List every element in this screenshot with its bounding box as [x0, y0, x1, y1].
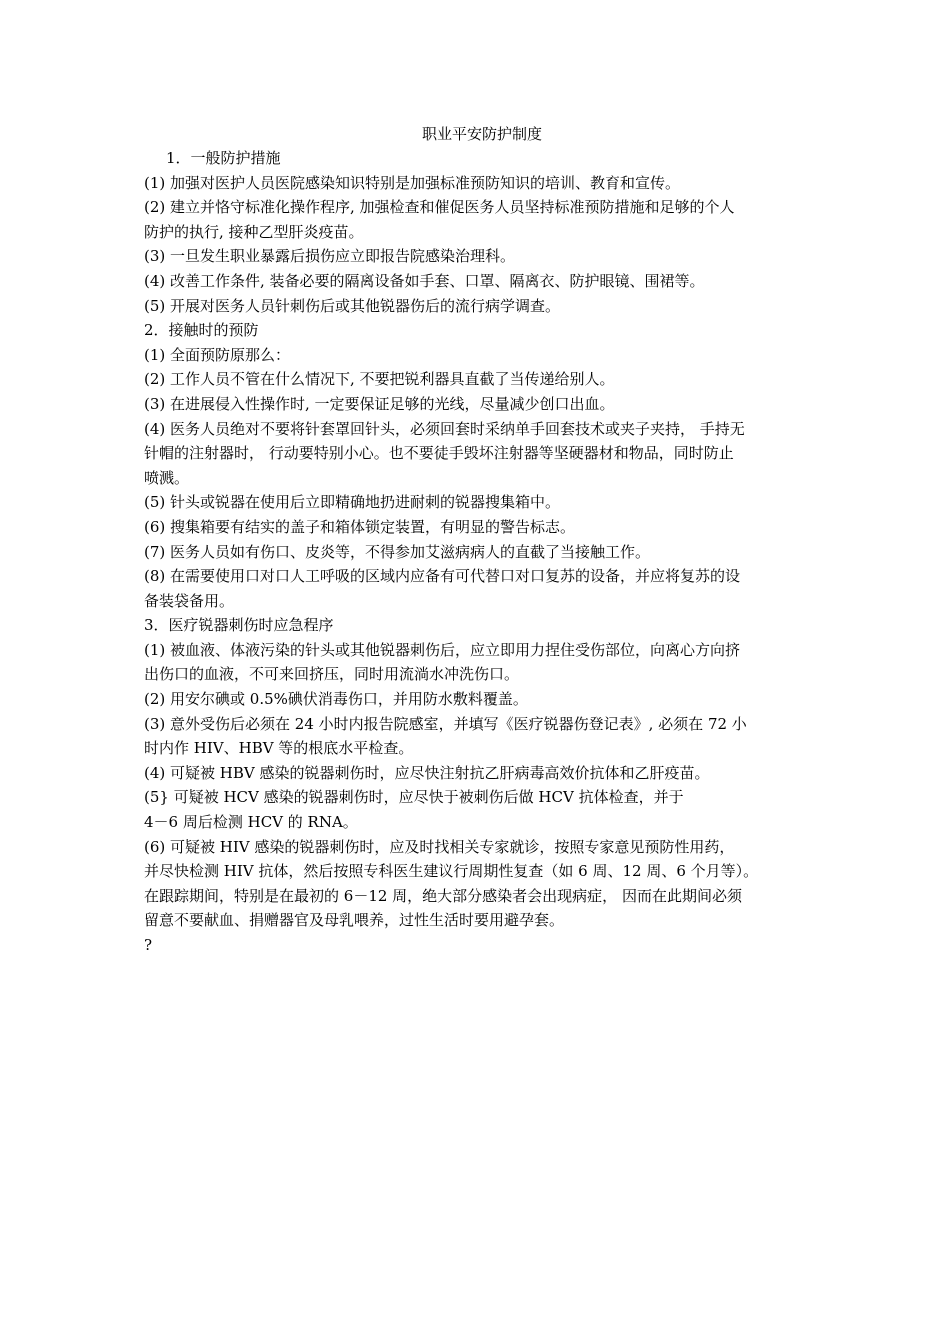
- paragraph-line: (5) 开展对医务人员针刺伤后或其他锐器伤后的流行病学调查。: [144, 296, 561, 315]
- paragraph-line: (1) 被血液、体液污染的针头或其他锐器刺伤后，应立即用力捏住受伤部位，向离心方向挤: [144, 640, 741, 659]
- paragraph-line: (3) 在进展侵入性操作时, 一定要保证足够的光线，尽量减少创口出血。: [144, 394, 615, 413]
- paragraph-line: (1) 全面预防原那么：: [144, 345, 291, 364]
- section-heading-2: 2．接触时的预防: [144, 321, 259, 340]
- paragraph-line: (1) 加强对医护人员医院感染知识特别是加强标准预防知识的培训、教育和宣传。: [144, 173, 681, 192]
- paragraph-line: 备装袋备用。: [144, 591, 235, 610]
- paragraph-line: (4) 可疑被 HBV 感染的锐器刺伤时，应尽快注射抗乙肝病毒高效价抗体和乙肝疫苗。: [144, 763, 710, 782]
- paragraph-line: (4) 改善工作条件, 装备必要的隔离设备如手套、口罩、隔离衣、防护眼镜、围裙等。: [144, 271, 705, 290]
- paragraph-line: (3) 一旦发生职业暴露后损伤应立即报告院感染治理科。: [144, 247, 516, 266]
- paragraph-line: 时内作 HIV、HBV 等的根底水平检查。: [144, 739, 414, 758]
- paragraph-line: (6) 搜集箱要有结实的盖子和箱体锁定装置，有明显的警告标志。: [144, 517, 576, 536]
- paragraph-line: 留意不要献血、捐赠器官及母乳喂养，过性生活时要用避孕套。: [144, 911, 565, 930]
- paragraph-line: (2) 用安尔碘或 0.5%碘伏消毒伤口，并用防水敷料覆盖。: [144, 690, 528, 709]
- section-heading-1: 1．一般防护措施: [166, 149, 281, 167]
- paragraph-line: (7) 医务人员如有伤口、皮炎等，不得参加艾滋病病人的直截了当接触工作。: [144, 542, 651, 561]
- section-heading-3: 3．医疗锐器刺伤时应急程序: [144, 616, 334, 635]
- document-page: [144, 122, 820, 958]
- paragraph-line: 防护的执行, 接种乙型肝炎疫苗。: [144, 222, 364, 241]
- paragraph-line: (2) 工作人员不管在什么情况下, 不要把锐利器具直截了当传递给别人。: [144, 370, 615, 389]
- paragraph-line: (8) 在需要使用口对口人工呼吸的区域内应备有可代替口对口复苏的设备，并应将复苏的设: [144, 567, 741, 586]
- paragraph-line: 喷溅。: [144, 468, 190, 487]
- paragraph-line: (5) 针头或锐器在使用后立即精确地扔进耐刺的锐器搜集箱中。: [144, 493, 561, 512]
- paragraph-line: (5} 可疑被 HCV 感染的锐器刺伤时，应尽快于被刺伤后做 HCV 抗体检查，并于: [144, 788, 684, 807]
- paragraph-line: (2) 建立并恪守标准化操作程序, 加强检查和催促医务人员坚持标准预防措施和足够的个人: [144, 198, 735, 217]
- paragraph-line: (4) 医务人员绝对不要将针套罩回针头，必须回套时采纳单手回套技术或夹子夹持， 手持无: [144, 419, 745, 438]
- document-title: 职业平安防护制度: [421, 125, 542, 143]
- paragraph-line: 针帽的注射器时， 行动要特别小心。也不要徒手毁坏注射器等坚硬器材和物品，同时防止: [144, 444, 734, 463]
- paragraph-line: 在跟踪期间，特别是在最初的 6－12 周，绝大部分感染者会出现病症， 因而在此期间必须: [144, 886, 742, 905]
- paragraph-line: 并尽快检测 HIV 抗体，然后按照专科医生建议行周期性复查（如 6 周、12 周、6 个月等）。: [144, 862, 759, 881]
- paragraph-line: (3) 意外受伤后必须在 24 小时内报告院感室，并填写《医疗锐器伤登记表》, 必须在 72 小: [144, 714, 747, 733]
- paragraph-line: 出伤口的血液，不可来回挤压，同时用流淌水冲洗伤口。: [144, 665, 520, 684]
- paragraph-line: (6) 可疑被 HIV 感染的锐器刺伤时，应及时找相关专家就诊，按照专家意见预防性用药，: [144, 837, 735, 856]
- trailing-mark: ?: [144, 936, 153, 954]
- paragraph-line: 4－6 周后检测 HCV 的 RNA。: [144, 813, 358, 832]
